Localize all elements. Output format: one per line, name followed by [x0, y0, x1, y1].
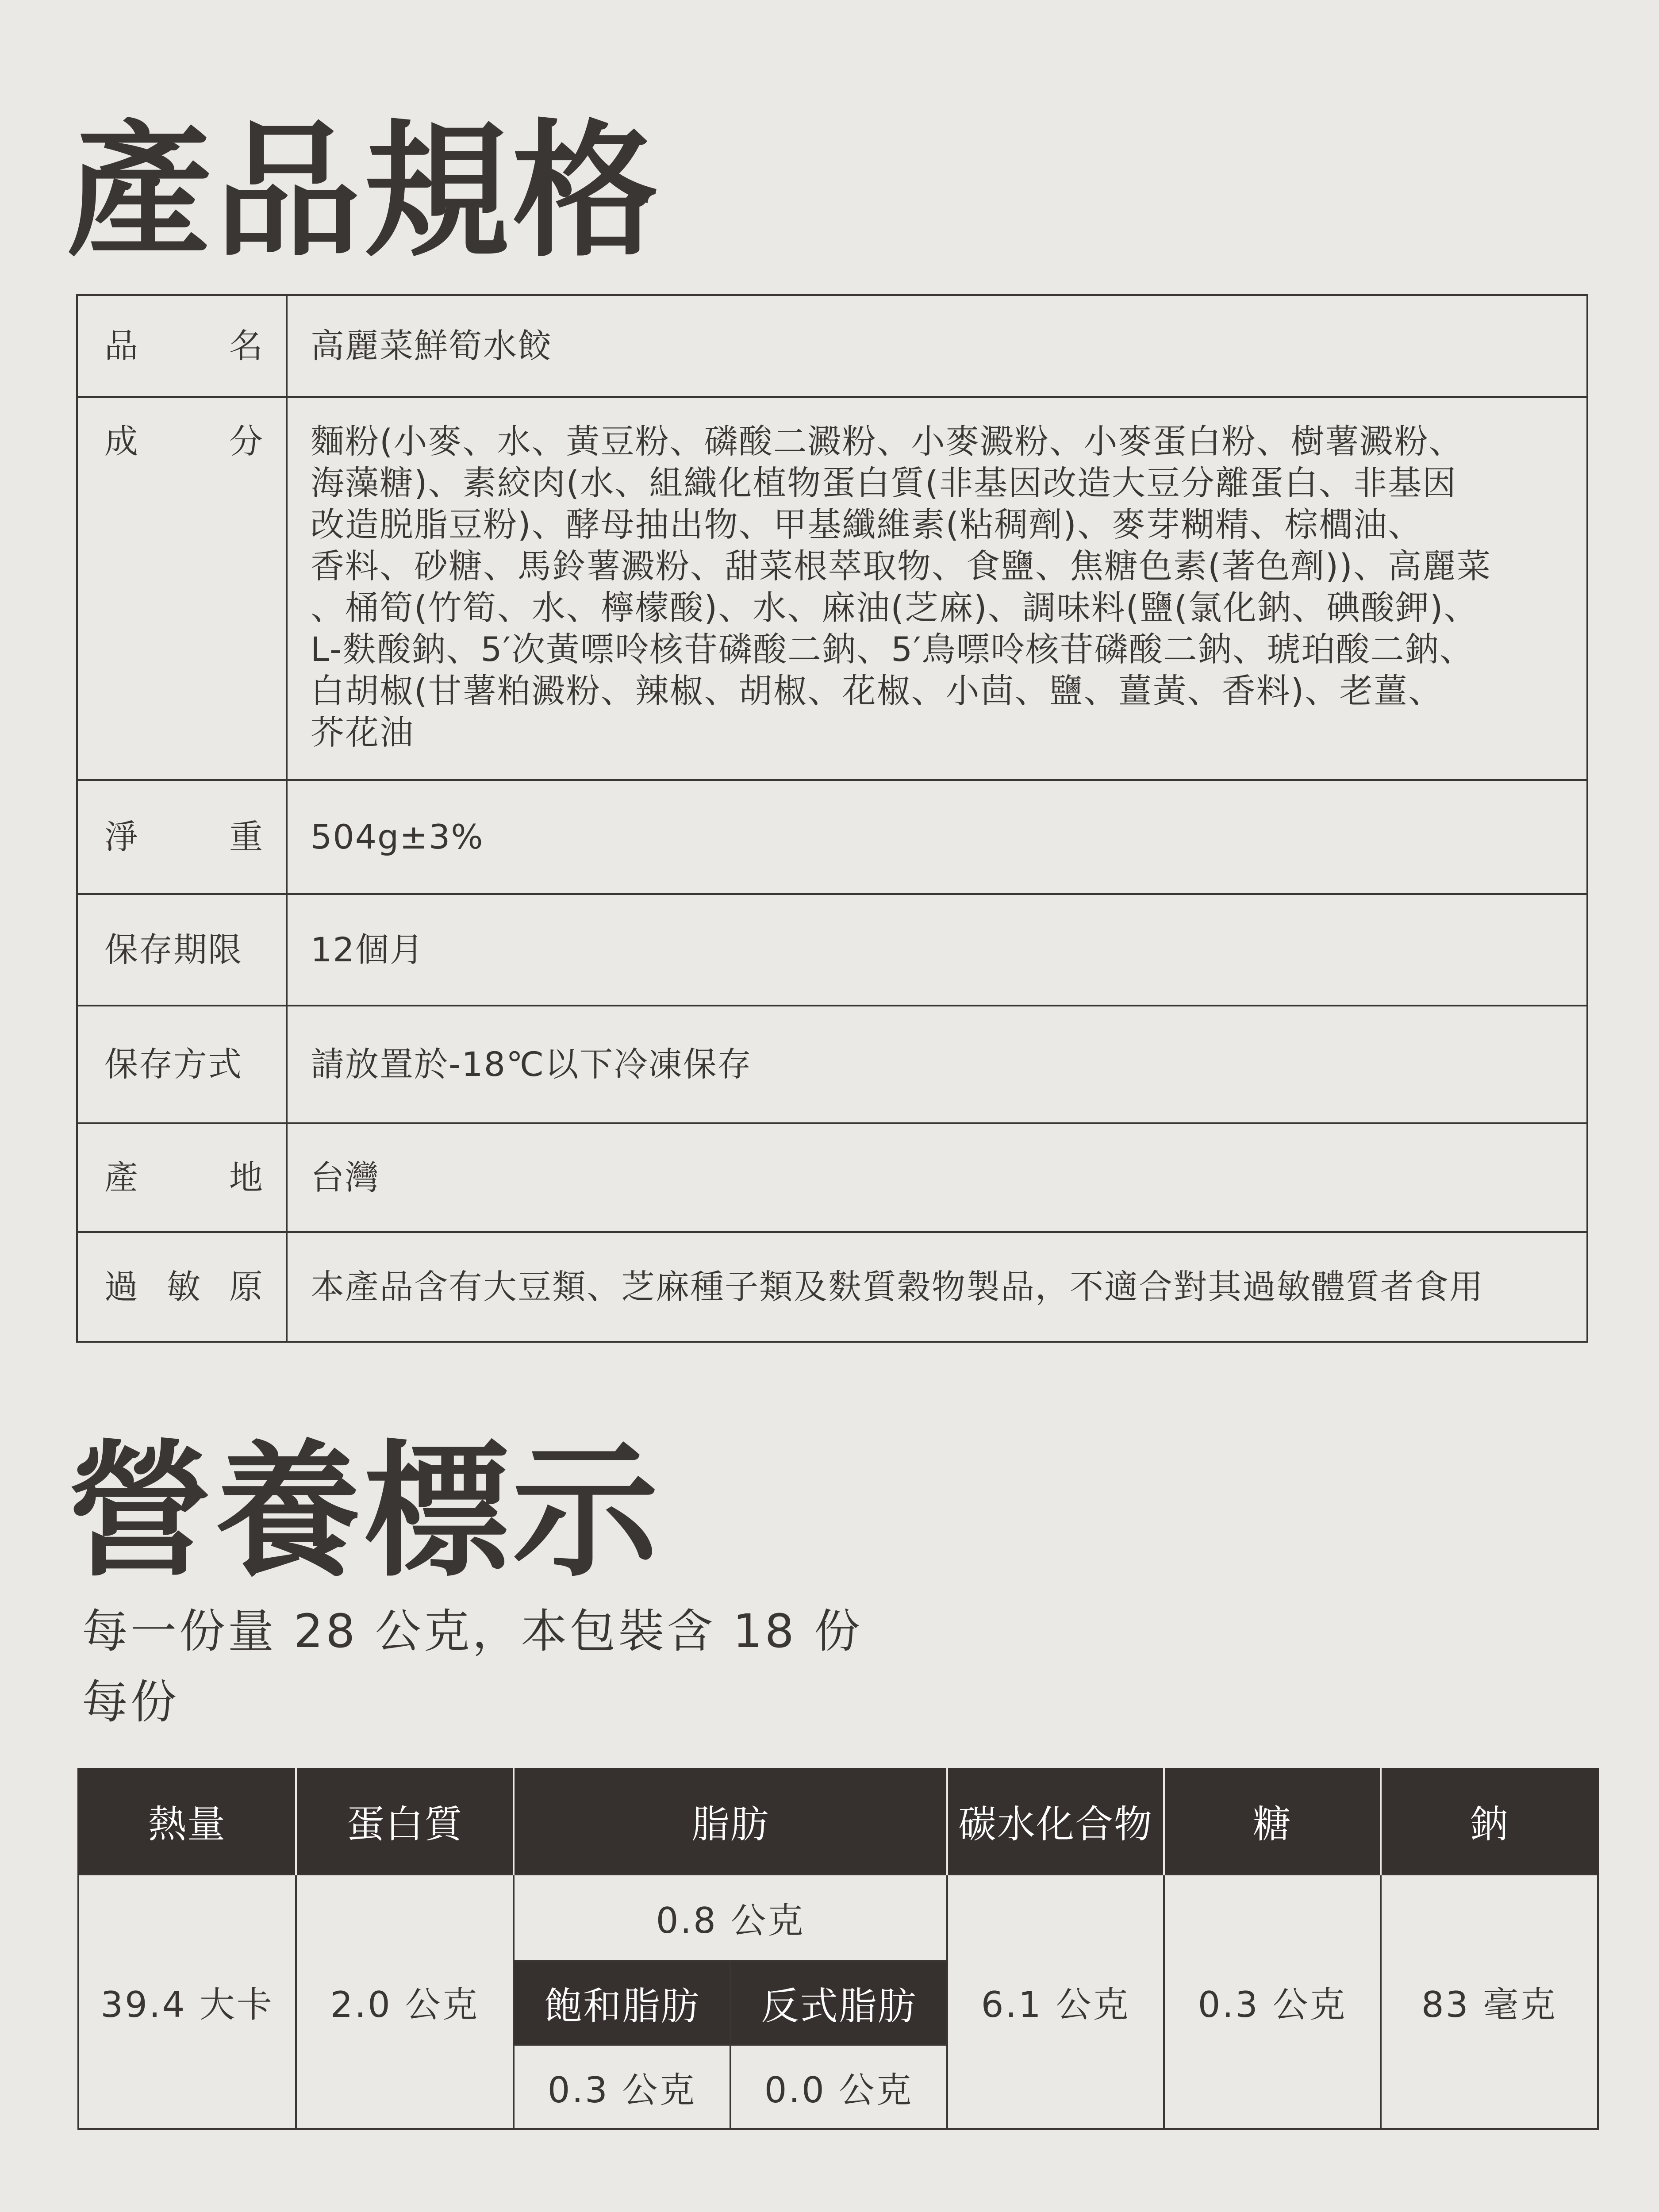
spec-label-storage: 保存方式	[77, 1006, 287, 1123]
header-carbs: 碳水化合物	[947, 1768, 1164, 1874]
header-sodium: 鈉	[1381, 1768, 1598, 1874]
label-char: 地	[229, 1158, 264, 1197]
spec-value-name: 高麗菜鮮筍水餃	[287, 295, 1587, 397]
label-char: 產	[104, 1158, 139, 1197]
value-sodium: 83 毫克	[1381, 1874, 1598, 2129]
value-carbs: 6.1 公克	[947, 1874, 1164, 2129]
spec-row-shelf-life	[77, 894, 1587, 1006]
spec-label-allergen	[77, 1232, 287, 1342]
nutrition-table	[77, 1768, 1599, 2130]
label-char: 分	[229, 422, 264, 461]
value-fat-total: 0.8 公克	[514, 1874, 947, 1961]
spec-row-storage	[77, 1006, 1587, 1123]
header-protein: 蛋白質	[296, 1768, 514, 1874]
nutrition-row-a	[78, 1874, 1598, 1961]
nutrition-title: 營養標示	[66, 1427, 661, 1597]
spec-label-name	[77, 295, 287, 397]
value-saturated-fat: 0.3 公克	[514, 2045, 730, 2129]
value-protein: 2.0 公克	[296, 1874, 514, 2129]
header-calories: 熱量	[78, 1768, 296, 1874]
spec-title: 產品規格	[66, 107, 661, 276]
spec-value-ingredients	[287, 397, 1587, 780]
spec-row-ingredients	[77, 397, 1587, 780]
nutrition-header-row	[78, 1768, 1598, 1874]
label-char: 重	[229, 817, 264, 856]
spec-value-weight: 504g±3%	[287, 780, 1587, 894]
spec-value-origin: 台灣	[287, 1123, 1587, 1232]
value-trans-fat: 0.0 公克	[730, 2045, 947, 2129]
label-char: 名	[229, 326, 264, 365]
spec-value-storage: 請放置於-18℃以下冷凍保存	[287, 1006, 1587, 1123]
spec-label-ingredients	[77, 397, 287, 780]
per-serving-text: 每份	[82, 1675, 180, 1729]
header-saturated-fat: 飽和脂肪	[514, 1961, 730, 2045]
spec-table	[76, 294, 1588, 1343]
value-sugar: 0.3 公克	[1164, 1874, 1381, 2129]
serving-size-text: 每一份量 28 公克，本包裝含 18 份	[82, 1604, 863, 1658]
ingredients-text: 麵粉(小麥、水、黃豆粉、磷酸二澱粉、小麥澱粉、小麥蛋白粉、樹薯澱粉、 海藻糖)、素絞肉(水、組織化植物蛋白質(非基因改造大豆分離蛋白、非基因 改造脱脂豆粉)、酵母抽出物、甲基纖維素(粘稠劑)、麥芽糊精、棕櫚油、 香料、砂糖、馬鈴薯澱粉、甜菜根萃取物、食鹽、焦糖色素(著色劑))、高麗菜 、桶筍(竹筍、水、檸檬酸)、水、麻油(芝麻)、調味料(鹽(氯化鈉、碘酸鉀)、 L-麩酸鈉、5′次黃嘌呤核苷磷酸二鈉、5′鳥嘌呤核苷磷酸二鈉、琥珀酸二鈉、 白胡椒(甘薯粕澱粉、辣椒、胡椒、花椒、小茴、鹽、薑黃、香料)、老薑、 芥花油	[311, 422, 1491, 752]
spec-label-weight	[77, 780, 287, 894]
spec-row-name	[77, 295, 1587, 397]
header-trans-fat: 反式脂肪	[730, 1961, 947, 2045]
spec-value-shelf-life: 12個月	[287, 894, 1587, 1006]
label-char: 品	[104, 326, 139, 365]
label-char: 原	[229, 1267, 264, 1306]
value-calories: 39.4 大卡	[78, 1874, 296, 2129]
label-char: 過	[104, 1267, 139, 1306]
header-fat: 脂肪	[514, 1768, 947, 1874]
spec-row-origin	[77, 1123, 1587, 1232]
label-char: 成	[104, 422, 139, 461]
label-char: 敏	[167, 1267, 201, 1306]
spec-row-allergen	[77, 1232, 1587, 1342]
spec-value-allergen: 本產品含有大豆類、芝麻種子類及麩質穀物製品，不適合對其過敏體質者食用	[287, 1232, 1587, 1342]
spec-label-origin	[77, 1123, 287, 1232]
header-sugar: 糖	[1164, 1768, 1381, 1874]
spec-row-weight	[77, 780, 1587, 894]
spec-label-shelf-life: 保存期限	[77, 894, 287, 1006]
label-char: 淨	[104, 817, 139, 856]
